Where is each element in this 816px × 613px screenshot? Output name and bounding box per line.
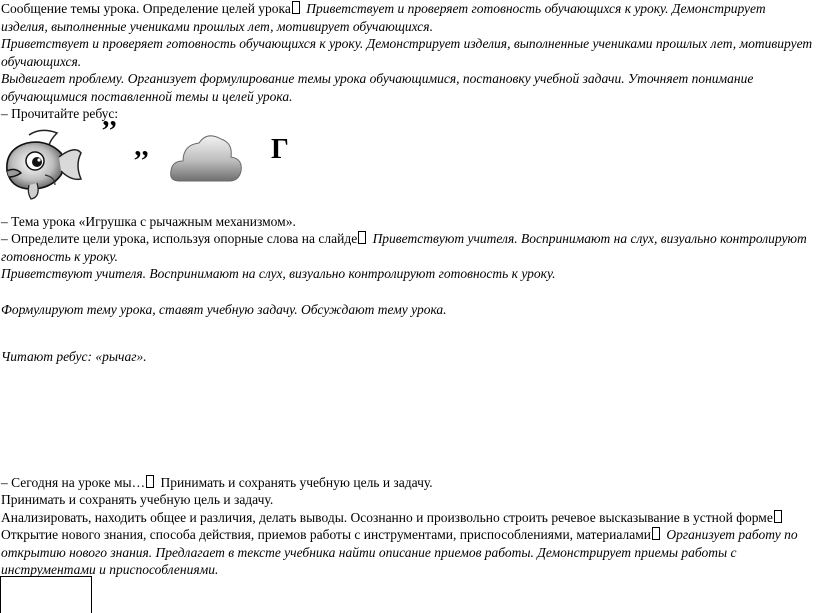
lesson-document (1, 0, 813, 579)
today-paragraph (1, 474, 813, 492)
cloud-icon (169, 131, 243, 185)
teacher-activity-2: Приветствует и проверяет готовность обучающихся к уроку. Демонстрирует изделия, выполненные учениками прошлых лет, мотивирует обучающихся. (1, 36, 813, 69)
student-activity-4: Читают ребус: «рычаг». (1, 349, 147, 364)
rebus-letter: Г (271, 133, 289, 165)
goals-prompt: – Определите цели урока, используя опорные слова на слайде (1, 231, 358, 246)
rebus-quote-a: ’’ (101, 115, 118, 147)
missing-glyph-box (358, 231, 366, 244)
goals-paragraph (1, 230, 813, 265)
student-activity-3-paragraph (1, 301, 813, 319)
teacher-activity-2-paragraph (1, 35, 813, 70)
rebus-prompt: – Прочитайте ребус: (1, 106, 119, 121)
missing-glyph-box (146, 475, 154, 488)
teacher-new-knowledge: Организует работу по открытию нового знания. Предлагает в тексте учебника найти описание приемов работы. Демонстрирует приемы работы с инструментами и приспособлениями. (1, 527, 798, 577)
analyze-paragraph (1, 509, 813, 527)
student-activity-1: Приветствуют учителя. Воспринимают на слух, визуально контролируют готовность к уроку. (1, 231, 807, 264)
lesson-topic: – Тема урока «Игрушка с рычажным механизмом». (1, 213, 296, 229)
rebus-quote-b: ’’ (133, 145, 150, 177)
new-knowledge-text: Открытие нового знания, способа действия, приемов работы с инструментами, приспособлениями, материалами (1, 527, 651, 542)
teacher-activity-3: Выдвигает проблему. Организует формулирование темы урока обучающимися, постановку учебной задачи. Уточняет понимание обучающимися поставленной темы и целей урока. (1, 71, 754, 104)
missing-glyph-box (774, 510, 782, 523)
teacher-activity-3-paragraph (1, 70, 813, 105)
student-activity-4-paragraph (1, 348, 813, 366)
stage-title: Сообщение темы урока. Определение целей урока (1, 1, 291, 16)
student-activity-2-paragraph (1, 265, 813, 283)
student-activity-2: Приветствуют учителя. Воспринимают на слух, визуально контролируют готовность к уроку. (1, 266, 556, 281)
fish-icon (1, 127, 83, 201)
rebus-picture (1, 115, 401, 213)
accept-goal-2: Принимать и сохранять учебную цель и задачу. (1, 492, 274, 507)
teacher-activity-1: Приветствует и проверяет готовность обучающихся к уроку. Демонстрирует изделия, выполненные учениками прошлых лет, мотивирует обучающихся. (1, 1, 766, 34)
analyze-text: Анализировать, находить общее и различия, делать выводы. Осознанно и произвольно строить речевое высказывание в устной форме (1, 509, 773, 525)
accept-goal-1: Принимать и сохранять учебную цель и задачу. (160, 474, 433, 490)
today-prompt: – Сегодня на уроке мы… (1, 474, 146, 490)
table-cell-outline (0, 576, 92, 613)
missing-glyph-box (292, 1, 300, 14)
stage-header-paragraph (1, 0, 813, 35)
new-knowledge-paragraph (1, 526, 813, 579)
student-activity-3: Формулируют тему урока, ставят учебную задачу. Обсуждают тему урока. (1, 301, 447, 317)
missing-glyph-box (652, 527, 660, 540)
